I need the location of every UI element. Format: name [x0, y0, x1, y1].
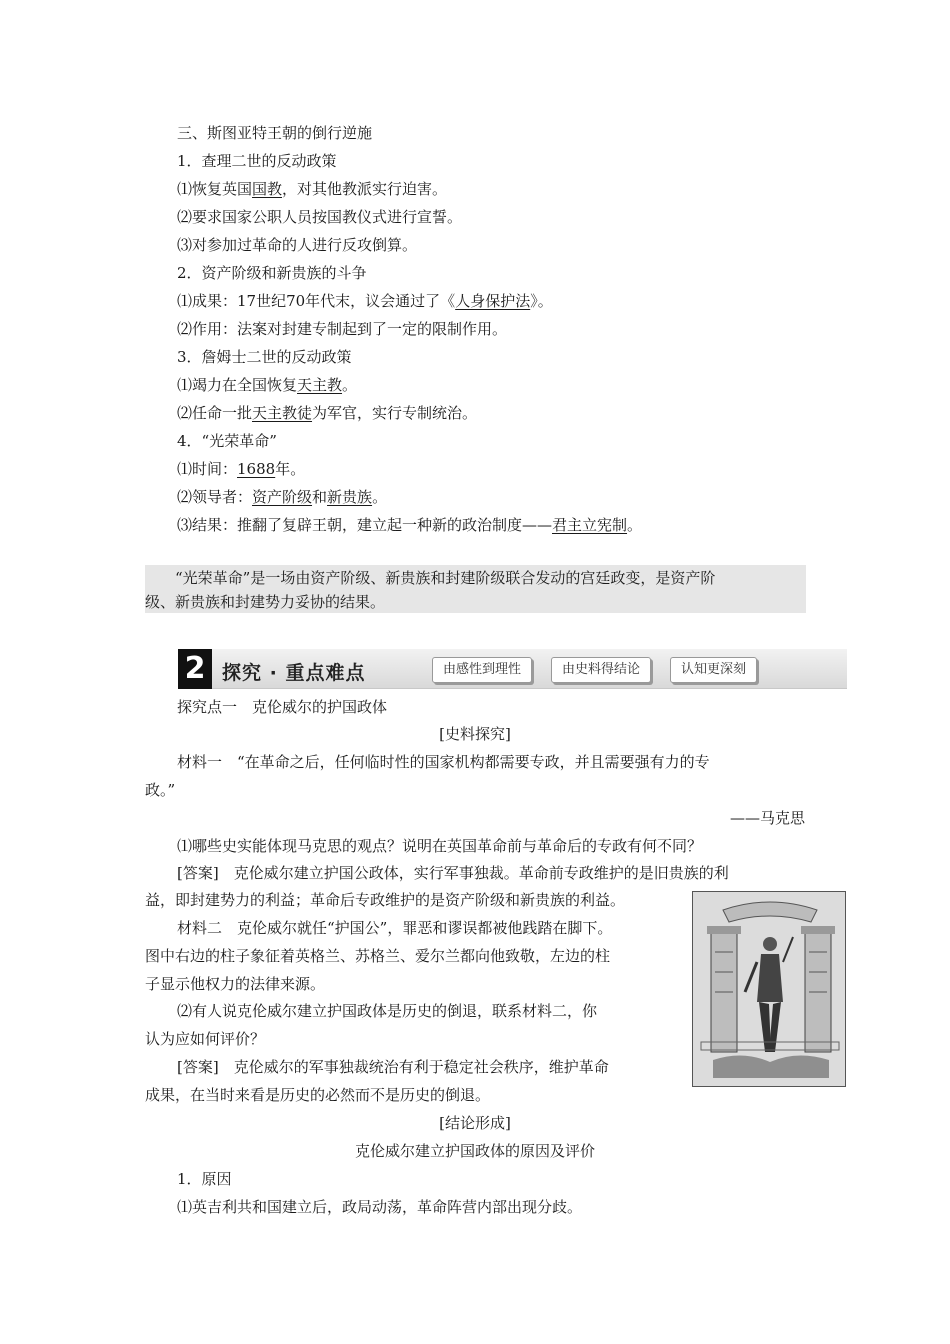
tag-material-to-conclusion: 由史料得结论	[551, 657, 651, 683]
subsection-title: 4．“光荣革命”	[177, 432, 277, 450]
text-line: ⑵要求国家公职人员按国教仪式进行宣誓。	[177, 208, 463, 226]
cromwell-engraving	[692, 891, 846, 1087]
section-title: 三、斯图亚特王朝的倒行逆施	[177, 124, 373, 142]
subsection-title: 1．原因	[177, 1170, 232, 1188]
text-line: ⑴英吉利共和国建立后，政局动荡，革命阵营内部出现分歧。	[177, 1198, 583, 1216]
subsection-title: 1．查理二世的反动政策	[177, 152, 337, 170]
engraving-illustration	[693, 892, 846, 1087]
text-line: ⑴成果：17世纪70年代末，议会通过了《人身保护法》。	[177, 292, 553, 310]
subsection-title: 3．詹姆士二世的反动政策	[177, 348, 352, 366]
answer-1: [答案] 克伦威尔建立护国公政体，实行军事独裁。革命前专政维护的是旧贵族的利	[177, 864, 729, 882]
text-line: ⑵作用：法案对封建专制起到了一定的限制作用。	[177, 320, 508, 338]
note-line: 级、新贵族和封建势力妥协的结果。	[145, 593, 386, 611]
text-line: ⑴竭力在全国恢复天主教。	[177, 376, 358, 394]
subsection-title: 2．资产阶级和新贵族的斗争	[177, 264, 367, 282]
material-header: [史料探究]	[439, 725, 511, 743]
material-2-cont: 图中右边的柱子象征着英格兰、苏格兰、爱尔兰都向他致敬，左边的柱	[145, 947, 611, 965]
material-1-cont: 政。”	[145, 781, 176, 799]
answer-1-cont: 益，即封建势力的利益；革命后专政维护的是资产阶级和新贵族的利益。	[145, 891, 626, 909]
text-line: ⑶结果：推翻了复辟王朝，建立起一种新的政治制度——君主立宪制。	[177, 516, 643, 534]
text-line: ⑵任命一批天主教徒为军官，实行专制统治。	[177, 404, 478, 422]
question-2: ⑵有人说克伦威尔建立护国政体是历史的倒退，联系材料二，你	[177, 1002, 598, 1020]
answer-2: [答案] 克伦威尔的军事独裁统治有利于稳定社会秩序，维护革命	[177, 1058, 609, 1076]
conclusion-header: [结论形成]	[439, 1114, 511, 1132]
note-box	[145, 565, 806, 613]
text-line: ⑶对参加过革命的人进行反攻倒算。	[177, 236, 418, 254]
banner-title: 探究 · 重点难点	[222, 662, 366, 684]
question-2-cont: 认为应如何评价？	[145, 1030, 266, 1048]
material-1: 材料一 “在革命之后，任何临时性的国家机构都需要专政，并且需要强有力的专	[177, 753, 710, 771]
text-line: ⑴时间：1688年。	[177, 460, 306, 478]
tag-deeper-understanding: 认知更深刻	[670, 657, 757, 683]
note-line: “光荣革命”是一场由资产阶级、新贵族和封建阶级联合发动的宫廷政变，是资产阶	[175, 569, 716, 587]
text-line: ⑵领导者：资产阶级和新贵族。	[177, 488, 388, 506]
explore-point-title: 探究点一 克伦威尔的护国政体	[177, 698, 388, 716]
tag-sense-to-reason: 由感性到理性	[432, 657, 532, 683]
material-1-source: ——马克思	[729, 809, 805, 827]
material-2: 材料二 克伦威尔就任“护国公”，罪恶和谬误都被他践踏在脚下。	[177, 919, 613, 937]
section-number: 2	[178, 649, 212, 689]
question-1: ⑴哪些史实能体现马克思的观点？说明在英国革命前与革命后的专政有何不同？	[177, 837, 703, 855]
material-2-cont: 子显示他权力的法律来源。	[145, 975, 326, 993]
answer-2-cont: 成果，在当时来看是历史的必然而不是历史的倒退。	[145, 1086, 491, 1104]
text-line: ⑴恢复英国国教，对其他教派实行迫害。	[177, 180, 448, 198]
conclusion-title: 克伦威尔建立护国政体的原因及评价	[354, 1142, 595, 1160]
section-banner	[178, 649, 847, 689]
